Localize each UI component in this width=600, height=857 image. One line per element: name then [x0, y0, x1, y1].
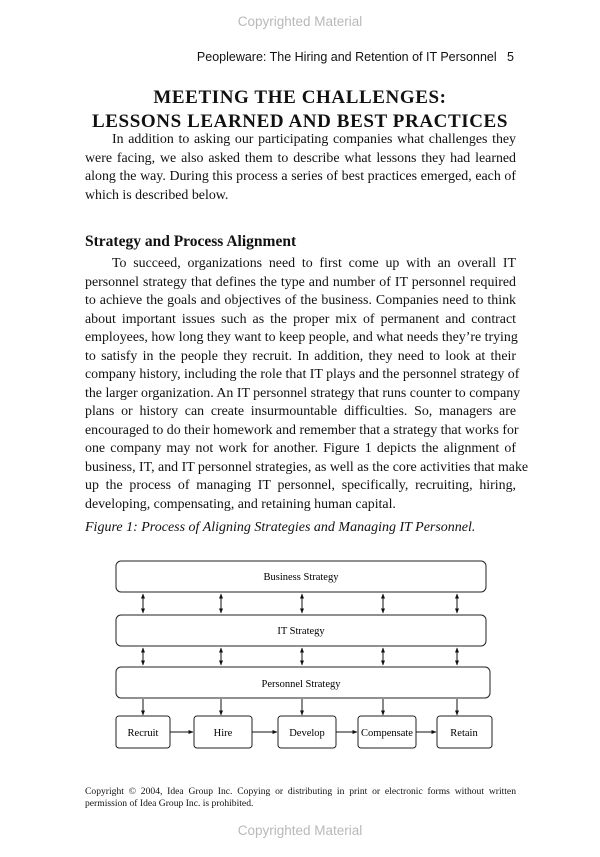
watermark-bottom: Copyrighted Material	[237, 823, 363, 838]
business-strategy-box	[116, 561, 486, 592]
strategy-alignment-diagram	[112, 558, 496, 758]
text-line: encouraged to do their homework and remember that a strategy that works for	[85, 422, 519, 438]
text-line: which is described below.	[85, 187, 229, 203]
intro-paragraph	[85, 131, 516, 205]
running-head: Peopleware: The Hiring and Retention of IT Personnel 5	[196, 50, 514, 64]
text-line: To succeed, organizations need to first come up with an overall IT	[112, 256, 516, 271]
process-step-label: Compensate	[361, 728, 413, 739]
text-line: the larger organization. An IT personnel strategy that runs counter to company	[85, 385, 521, 401]
text-line: one company may not work for another. Figure 1 depicts the alignment of	[85, 441, 516, 456]
section-heading: Strategy and Process Alignment	[85, 233, 297, 250]
section-paragraph	[85, 255, 529, 514]
it-strategy-label: IT Strategy	[277, 626, 325, 637]
text-line: up the process of managing IT personnel, specifically, recruiting, hiring,	[85, 478, 516, 493]
text-line: In addition to asking our participating companies what challenges they	[112, 132, 516, 147]
text-line: personnel strategy that defines the type and number of IT personnel required	[85, 274, 516, 290]
text-line: employees, how long they want to keep people, and what needs they’re trying	[85, 330, 518, 345]
personnel-strategy-box	[116, 667, 490, 698]
process-step-retain	[437, 716, 492, 748]
process-step-label: Hire	[213, 728, 233, 739]
footer-line: permission of Idea Group Inc. is prohibited.	[85, 798, 254, 809]
process-step-label: Recruit	[127, 728, 159, 739]
text-line: to satisfy in the people they recruit. In addition, they need to look at their	[85, 348, 516, 364]
text-line: business, IT, and IT personnel strategies, as well as the core activities that make	[85, 459, 529, 475]
process-step-hire	[194, 716, 252, 748]
chapter-title	[84, 86, 516, 134]
figure-caption: Figure 1: Process of Aligning Strategies and Managing IT Personnel.	[85, 520, 476, 535]
it-strategy-box	[116, 615, 486, 646]
it-personnel-alignment-arrows	[143, 648, 457, 665]
business-strategy-label: Business Strategy	[263, 572, 339, 583]
process-step-label: Retain	[450, 728, 478, 739]
text-line: to achieve the goals and objectives of the business. Companies need to think	[85, 293, 516, 308]
text-line: about important issues such as the proper mix of permanent and contract	[85, 311, 516, 327]
watermark-top: Copyrighted Material	[237, 14, 363, 29]
text-line: developing, compensating, and retaining human capital.	[85, 496, 396, 512]
text-line: were facing, we also asked them to describe what lessons they had learned	[85, 150, 516, 166]
process-step-compensate	[358, 716, 416, 748]
personnel-strategy-label: Personnel Strategy	[261, 679, 341, 690]
copyright-footer	[85, 786, 516, 810]
process-step-develop	[278, 716, 336, 748]
text-line: plans or history can create insurmountable difficulties. So, managers are	[85, 404, 516, 419]
chapter-title-line-1: MEETING THE CHALLENGES:	[153, 87, 447, 108]
process-step-recruit	[116, 716, 170, 748]
personnel-to-process-arrows	[143, 699, 457, 715]
process-step-label: Develop	[289, 728, 325, 739]
footer-line: Copyright © 2004, Idea Group Inc. Copying or distributing in print or electronic forms without written	[85, 786, 516, 797]
business-it-alignment-arrows	[143, 594, 457, 613]
chapter-title-line-2: LESSONS LEARNED AND BEST PRACTICES	[91, 111, 508, 132]
text-line: company history, including the role that IT plays and the personnel strategy of	[85, 367, 520, 382]
text-line: along the way. During this process a series of best practices emerged, each of	[85, 169, 516, 184]
